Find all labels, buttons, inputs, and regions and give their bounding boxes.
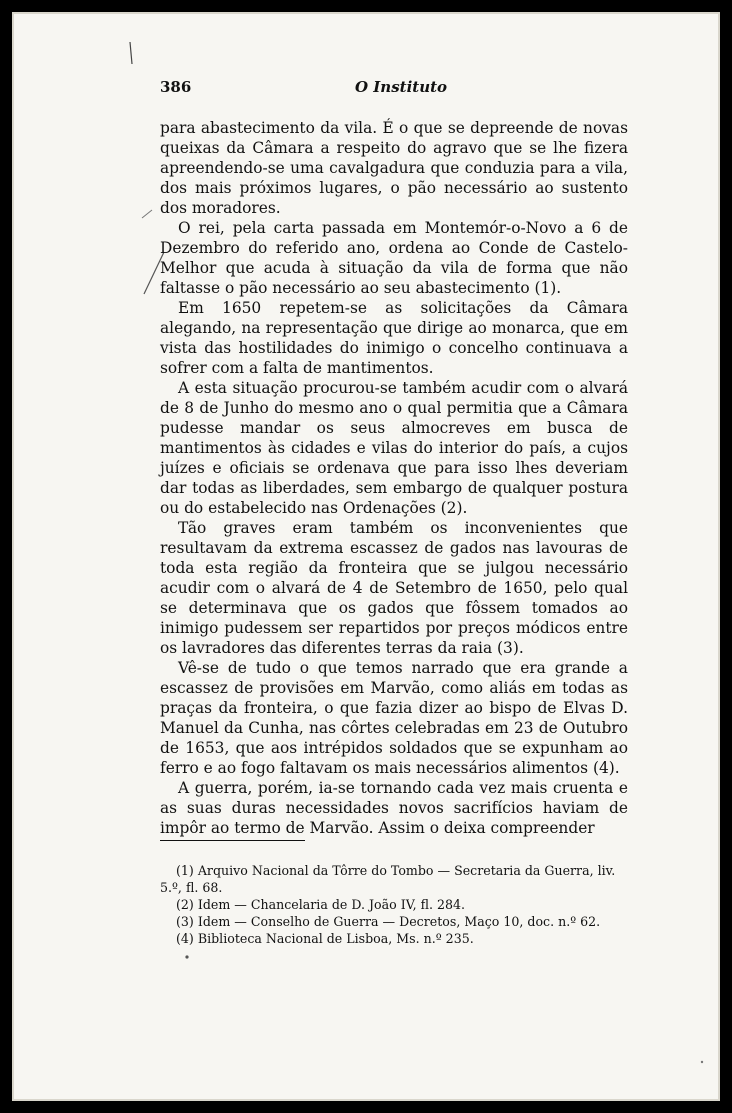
footnote: (1) Arquivo Nacional da Tôrre do Tombo — Secretaria da Guerra, liv. 5.º, fl. 68. [160,863,616,895]
running-title: O Instituto [355,78,448,96]
paragraph: Em 1650 repetem-se as solicitações da Câmara alegando, na representação que dirige ao monarca, que em vista das hostilidades do inimigo o concelho continuava a sofrer com a falta de mantimentos. [160,299,628,377]
paragraph: A guerra, porém, ia-se tornando cada vez mais cruenta e as suas duras necessidades novos sacrifícios haviam de impôr ao termo de Marvão. Assim o deixa compreender [160,779,628,837]
paragraph: Vê-se de tudo o que temos narrado que era grande a escassez de provisões em Marvão, como aliás em todas as praças da fronteira, o que fazia dizer ao bispo de Elvas D. Manuel da Cunha, nas côrtes celebradas em 23 de Outubro de 1653, que aos intrépidos soldados que se expunham ao ferro e ao fogo faltavam os mais necessários alimentos (4). [160,659,628,777]
pencil-mark [142,210,152,218]
pencil-mark [130,42,132,64]
running-header [160,78,632,100]
footnote: (2) Idem — Chancelaria de D. João IV, fl. 284. [176,897,466,912]
paragraph: O rei, pela carta passada em Montemór-o-Novo a 6 de Dezembro do referido ano, ordena ao Conde de Castelo-Melhor que acuda à situação da vila de forma que não faltasse o pão necessário ao seu abastecimento (1). [160,219,628,297]
footnote-divider [160,840,305,841]
body-text [160,118,628,838]
paragraph: A esta situação procurou-se também acudir com o alvará de 8 de Junho do mesmo ano o qual permitia que a Câmara pudesse mandar os seus almocreves em busca de mantimentos às cidades e vilas do interior do país, a cujos juízes e oficiais se ordenava que para isso lhes deveriam dar todas as liberdades, sem embargo de qualquer postura ou do estabelecido nas Ordenações (2). [160,379,628,517]
page-number: 386 [160,78,192,96]
footnotes [160,862,628,947]
footnote: (4) Biblioteca Nacional de Lisboa, Ms. n.º 235. [176,931,474,946]
ink-speck [185,955,188,958]
paragraph: para abastecimento da vila. É o que se depreende de novas queixas da Câmara a respeito do agravo que se lhe fizera apreendendo-se uma cavalgadura que conduzia para a vila, dos mais próximos lugares, o pão necessário ao sustento dos moradores. [160,119,628,217]
paragraph: Tão graves eram também os inconvenientes que resultavam da extrema escassez de gados nas lavouras de toda esta região da fronteira que se julgou necessário acudir com o alvará de 4 de Setembro de 1650, pelo qual se determinava que os gados que fôssem tomados ao inimigo pudessem ser repartidos por preços módicos entre os lavradores das diferentes terras da raia (3). [160,519,628,657]
footnote: (3) Idem — Conselho de Guerra — Decretos, Maço 10, doc. n.º 62. [176,914,601,929]
ink-speck [701,1061,703,1063]
